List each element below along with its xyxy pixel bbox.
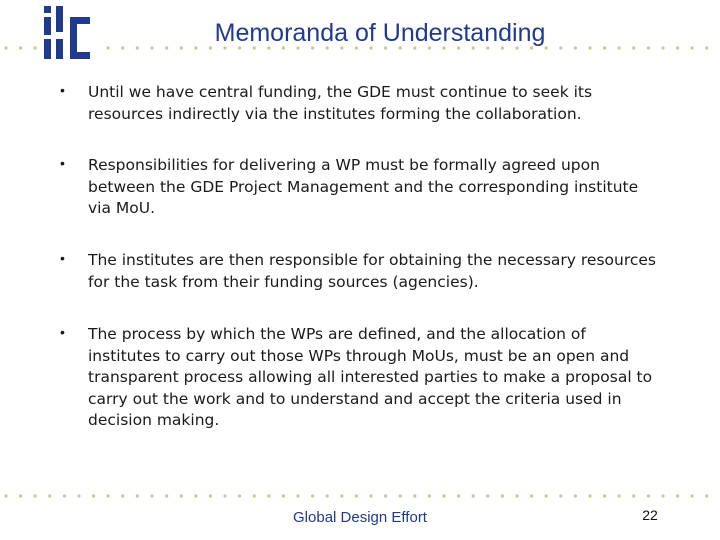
dot	[647, 494, 650, 497]
dot	[194, 494, 197, 497]
dot	[691, 494, 694, 497]
bullet-text: Responsibilities for delivering a WP must be formally agreed upon between the GDE Project Management and the corresponding institute via MoU.	[88, 156, 639, 217]
dot	[238, 494, 241, 497]
page-number: 22	[642, 507, 658, 523]
dot	[355, 494, 358, 497]
dot	[530, 494, 533, 497]
dot	[428, 494, 431, 497]
dot	[603, 46, 606, 49]
dot	[515, 494, 518, 497]
dot	[267, 494, 270, 497]
dot	[19, 46, 22, 49]
bullet-marker: •	[60, 250, 65, 266]
dot	[136, 494, 139, 497]
dot	[486, 494, 489, 497]
dot	[501, 494, 504, 497]
bottom-dotted-rule	[0, 494, 720, 498]
dot	[413, 494, 416, 497]
bullet-marker: •	[60, 82, 65, 98]
ilc-logo-icon	[40, 4, 100, 66]
bullet-text: Until we have central funding, the GDE must continue to seek its resources indirectly via the institutes forming the collaboration.	[88, 83, 593, 123]
dot	[19, 494, 22, 497]
bullet-text: The institutes are then responsible for obtaining the necessary resources for the task from their funding sources (agencies).	[88, 251, 657, 291]
dot	[559, 494, 562, 497]
dot	[150, 494, 153, 497]
dot	[603, 494, 606, 497]
dot	[691, 46, 694, 49]
dot	[48, 494, 51, 497]
dot	[92, 494, 95, 497]
bullet-text: The process by which the WPs are defined, and the allocation of institutes to carry out those WPs through MoUs, must be an open and transparent process allowing all interested parties to make a proposal to carry out the work and to understand and accept the criteria used in decision making.	[88, 325, 653, 429]
dot	[311, 494, 314, 497]
dot	[326, 494, 329, 497]
dot	[369, 494, 372, 497]
dot	[545, 494, 548, 497]
dot	[165, 494, 168, 497]
dot	[705, 46, 708, 49]
dot	[676, 494, 679, 497]
dot	[136, 46, 139, 49]
dot	[676, 46, 679, 49]
dot	[223, 494, 226, 497]
dot	[121, 46, 124, 49]
dot	[618, 494, 621, 497]
dot	[618, 46, 621, 49]
bullet-marker: •	[60, 324, 65, 340]
dot	[121, 494, 124, 497]
dot	[647, 46, 650, 49]
dot	[282, 494, 285, 497]
slide-title: Memoranda of Understanding	[214, 19, 546, 47]
dot	[442, 494, 445, 497]
dot	[472, 494, 475, 497]
dot	[632, 494, 635, 497]
dot	[4, 46, 7, 49]
dot	[4, 494, 7, 497]
dot	[705, 494, 708, 497]
dot	[340, 494, 343, 497]
dot	[296, 494, 299, 497]
dot	[77, 494, 80, 497]
dot	[107, 46, 110, 49]
footer-text: Global Design Effort	[293, 509, 427, 526]
dot	[253, 494, 256, 497]
dot	[384, 494, 387, 497]
dot	[34, 494, 37, 497]
dot	[661, 46, 664, 49]
dot	[107, 494, 110, 497]
dot	[34, 46, 37, 49]
bullet-marker: •	[60, 155, 65, 171]
dot	[399, 494, 402, 497]
dot	[661, 494, 664, 497]
dot	[588, 494, 591, 497]
dot	[574, 494, 577, 497]
dot	[632, 46, 635, 49]
dot	[457, 494, 460, 497]
dot	[209, 494, 212, 497]
dot	[180, 494, 183, 497]
dot	[150, 46, 153, 49]
dot	[63, 494, 66, 497]
